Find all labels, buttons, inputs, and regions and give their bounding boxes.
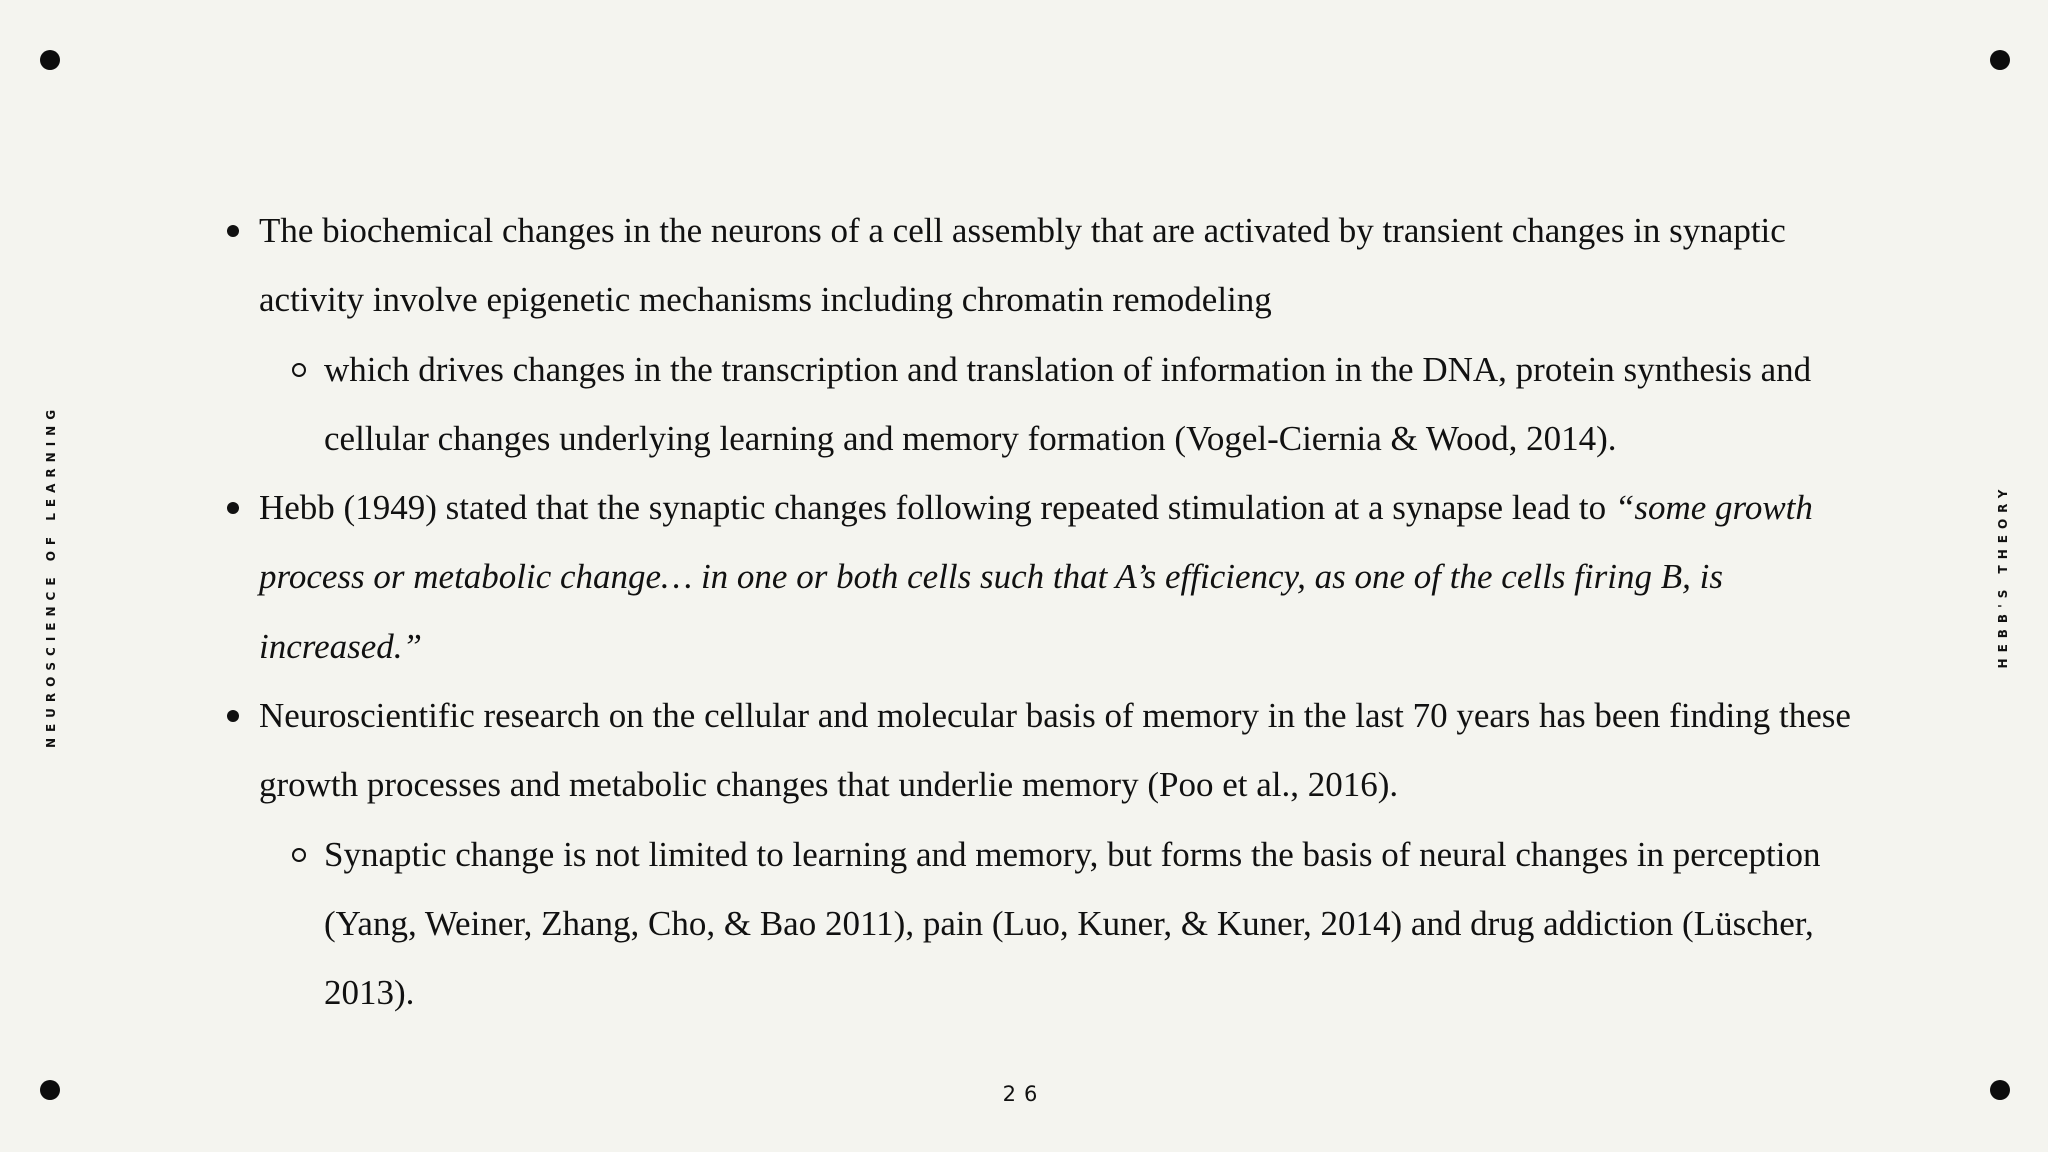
corner-dot-top-right [1990,50,2010,70]
corner-dot-top-left [40,50,60,70]
bullet-text: The biochemical changes in the neurons of a cell assembly that are activated by transient changes in synaptic activity involve epigenetic mechanisms including chromatin remodeling [259,211,1786,320]
sub-bullet-text: Synaptic change is not limited to learning and memory, but forms the basis of neural changes in perception (Yang, Weiner, Zhang, Cho, & Bao 2011), pain (Luo, Kuner, & Kuner, 2014) and drug addiction (Lüscher, 2013). [324,834,1821,1013]
sub-bullet-item [220,335,1880,474]
side-label-right: HEBB'S THEORY [1996,483,2010,669]
corner-dot-bottom-right [1990,1080,2010,1100]
bullet-marker [227,502,239,514]
bullet-text: Neuroscientific research on the cellular and molecular basis of memory in the last 70 years has been finding these growth processes and metabolic changes that underlie memory (Poo et al., 2016). [259,696,1851,805]
sub-bullet-marker [292,363,306,377]
sub-bullet-marker [292,848,306,862]
slide-content [220,196,1880,1028]
sub-bullet-text: which drives changes in the transcription and translation of information in the DNA, protein synthesis and cellular changes underlying learning and memory formation (Vogel-Ciernia & Wood, 2014). [324,349,1812,458]
hebb-quote: “some growth process or metabolic change… in one or both cells such that A’s efficiency, as one of the cells firing B, is increased.” [259,488,1813,666]
bullet-item [220,196,1880,335]
bullet-marker [227,225,239,237]
corner-dot-bottom-left [40,1080,60,1100]
side-label-left: NEUROSCIENCE OF LEARNING [44,403,58,749]
page-number: 26 [1002,1082,1046,1106]
bullet-item [220,681,1880,820]
bullet-text: Hebb (1949) stated that the synaptic changes following repeated stimulation at a synapse lead to [259,488,1615,528]
bullet-item [220,473,1880,681]
sub-bullet-item [220,820,1880,1028]
bullet-marker [227,710,239,722]
